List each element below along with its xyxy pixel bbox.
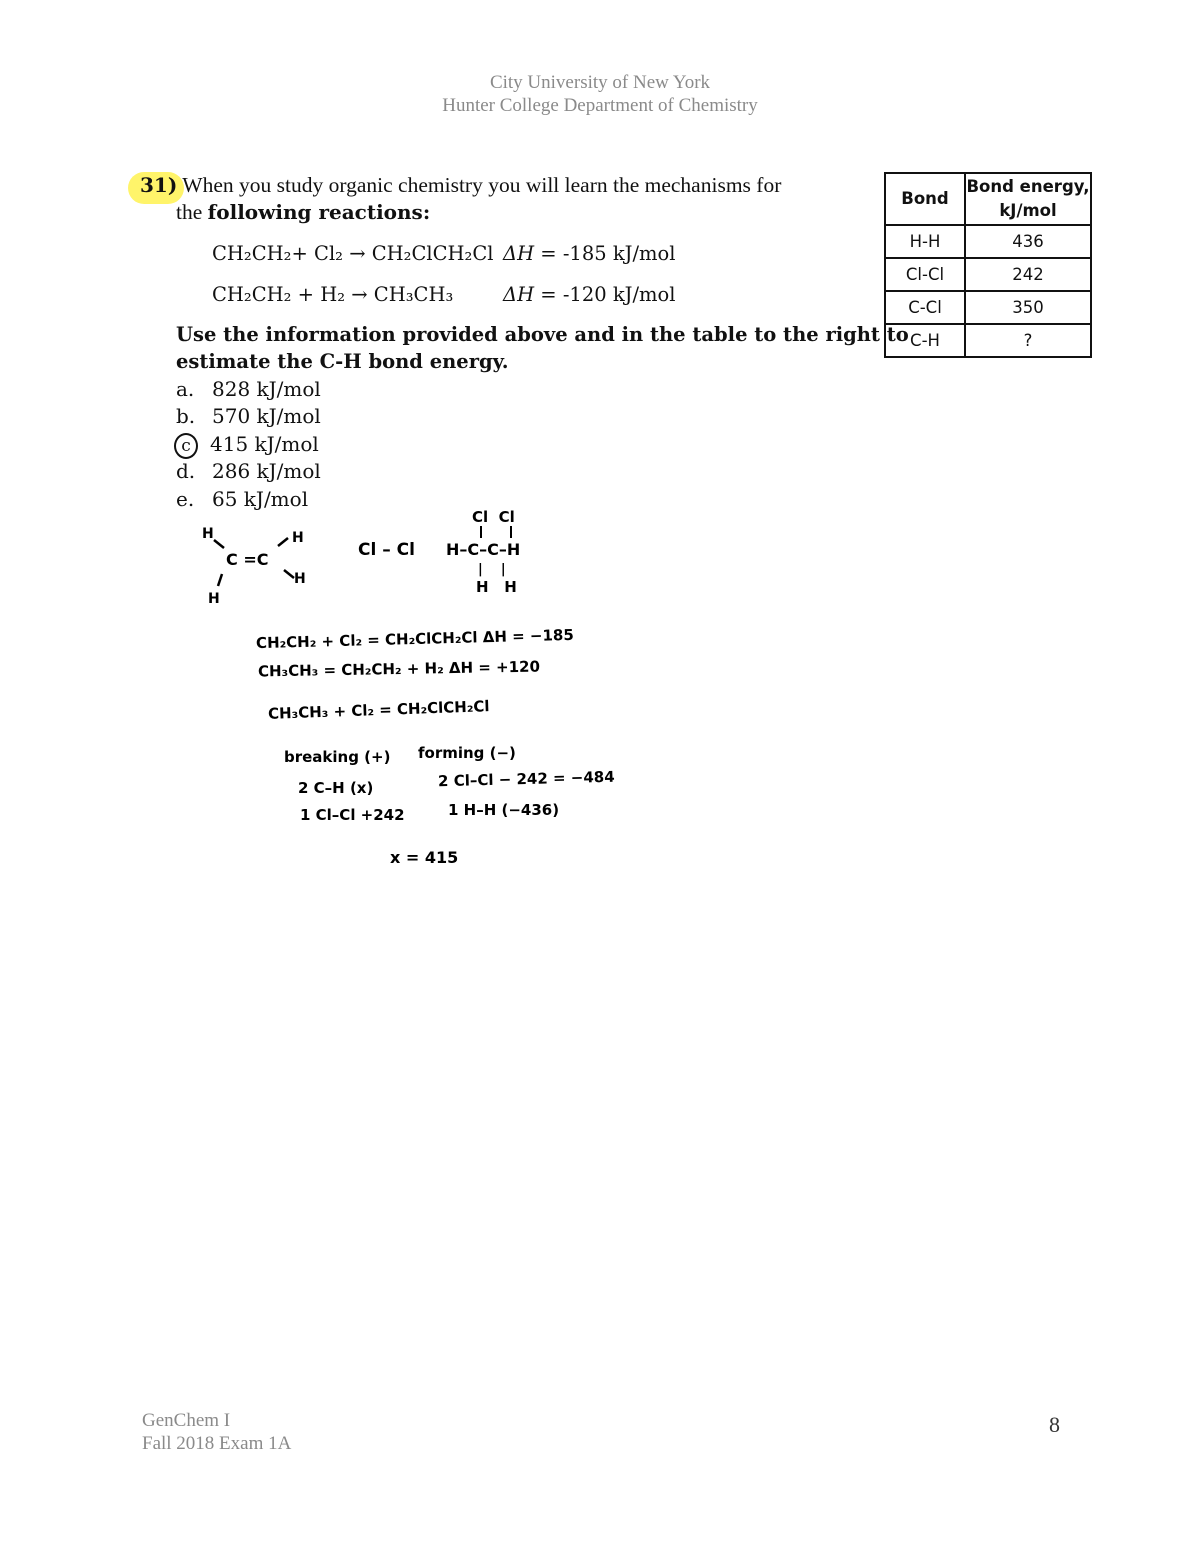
hw-final-answer: x = 415 bbox=[390, 848, 459, 867]
choice-text: 828 kJ/mol bbox=[212, 377, 321, 401]
header-university: City University of New York bbox=[489, 72, 711, 93]
choice-letter: d. bbox=[176, 459, 196, 483]
reaction-1-dh-value: = -185 kJ/mol bbox=[534, 242, 676, 265]
choice-text: 286 kJ/mol bbox=[212, 459, 321, 483]
header-department: Hunter College Department of Chemistry bbox=[442, 95, 758, 116]
choice-b bbox=[176, 404, 321, 428]
question-intro-line1 bbox=[140, 173, 781, 198]
question-prompt-line1: Use the information provided above and in the table to the right to bbox=[176, 323, 909, 346]
delta-h-symbol: ΔH bbox=[503, 242, 535, 265]
bond-energy-table bbox=[884, 172, 1092, 358]
table-row bbox=[885, 291, 1091, 324]
hw-work-line-2: CH₃CH₃ = CH₂CH₂ + H₂ ΔH = +120 bbox=[257, 657, 541, 681]
table-header-row bbox=[885, 173, 1091, 225]
delta-h-symbol: ΔH bbox=[503, 283, 535, 306]
hw-breaking-heading: breaking (+) bbox=[284, 748, 391, 766]
hw-dce-top-bonds bbox=[470, 524, 520, 540]
hw-ethene-h-bottomright: H bbox=[294, 571, 306, 587]
choice-a bbox=[176, 377, 321, 401]
question-intro-bold: following reactions: bbox=[207, 200, 431, 224]
bond-name: H-H bbox=[885, 225, 965, 258]
reaction-2-dh-value: = -120 kJ/mol bbox=[534, 283, 676, 306]
choice-text: 570 kJ/mol bbox=[212, 404, 321, 428]
hw-cl2: Cl – Cl bbox=[358, 540, 415, 560]
header-bond: Bond bbox=[885, 173, 965, 225]
question-number: 31) bbox=[140, 173, 178, 197]
reaction-2-equation: CH₂CH₂ + H₂ → CH₃CH₃ bbox=[212, 283, 454, 306]
hw-dce-h-bottom: H H bbox=[476, 578, 517, 596]
question-intro-prefix: the bbox=[176, 200, 208, 224]
hw-work-line-3: CH₃CH₃ + Cl₂ = CH₂ClCH₂Cl bbox=[267, 697, 490, 723]
hw-ethene-h-bottomleft: H bbox=[208, 591, 220, 607]
hw-dce-bars: | | bbox=[478, 562, 506, 577]
choice-text: 65 kJ/mol bbox=[212, 487, 309, 511]
hw-ethene-bonds bbox=[200, 520, 310, 610]
choice-d bbox=[176, 459, 321, 483]
question-intro-text: When you study organic chemistry you will learn the mechanisms for bbox=[177, 173, 782, 197]
hw-ethene-core: C =C bbox=[226, 550, 269, 569]
circled-choice-letter: c bbox=[174, 433, 198, 459]
header-bond-energy-line1: Bond energy, bbox=[966, 177, 1090, 196]
footer-exam: Fall 2018 Exam 1A bbox=[142, 1433, 292, 1454]
hw-ethene-h-topright: H bbox=[292, 530, 304, 546]
bond-energy: ? bbox=[965, 324, 1091, 357]
hw-forming-ccl: 2 Cl–Cl − 242 = −484 bbox=[437, 767, 615, 791]
page-number: 8 bbox=[1049, 1412, 1060, 1437]
footer-course: GenChem I bbox=[142, 1410, 231, 1431]
bond-energy: 436 bbox=[965, 225, 1091, 258]
hw-work-line-1: CH₂CH₂ + Cl₂ = CH₂ClCH₂Cl ΔH = −185 bbox=[255, 625, 575, 653]
header-bond-energy-unit: kJ/mol bbox=[999, 201, 1057, 220]
table-row bbox=[885, 225, 1091, 258]
choice-letter: a. bbox=[176, 377, 195, 401]
reaction-1-equation: CH₂CH₂+ Cl₂ → CH₂ClCH₂Cl bbox=[212, 242, 494, 265]
bond-energy: 350 bbox=[965, 291, 1091, 324]
hw-forming-heading: forming (−) bbox=[418, 744, 516, 762]
reaction-1-enthalpy bbox=[503, 242, 676, 265]
choice-letter: b. bbox=[176, 404, 196, 428]
bond-energy: 242 bbox=[965, 258, 1091, 291]
hw-breaking-ch: 2 C–H (x) bbox=[298, 779, 374, 797]
hw-ethene-h-topleft: H bbox=[202, 526, 214, 542]
header-bond-energy bbox=[965, 173, 1091, 225]
hw-dce-cl-top: Cl Cl bbox=[472, 508, 515, 526]
question-prompt-line2: estimate the C-H bond energy. bbox=[176, 350, 509, 373]
hw-breaking-clcl: 1 Cl–Cl +242 bbox=[300, 806, 405, 824]
bond-name: C-Cl bbox=[885, 291, 965, 324]
bond-name: Cl-Cl bbox=[885, 258, 965, 291]
reaction-2-enthalpy bbox=[503, 283, 676, 306]
table-row bbox=[885, 324, 1091, 357]
hw-dce-middle: H–C–C–H bbox=[446, 540, 521, 559]
bond-name: C-H bbox=[885, 324, 965, 357]
question-intro-line2 bbox=[176, 200, 430, 225]
choice-letter: e. bbox=[176, 487, 195, 511]
hw-forming-hh: 1 H–H (−436) bbox=[448, 801, 560, 819]
choice-e bbox=[176, 487, 308, 511]
choice-text: 415 kJ/mol bbox=[210, 432, 319, 456]
table-row bbox=[885, 258, 1091, 291]
choice-c bbox=[176, 432, 319, 459]
